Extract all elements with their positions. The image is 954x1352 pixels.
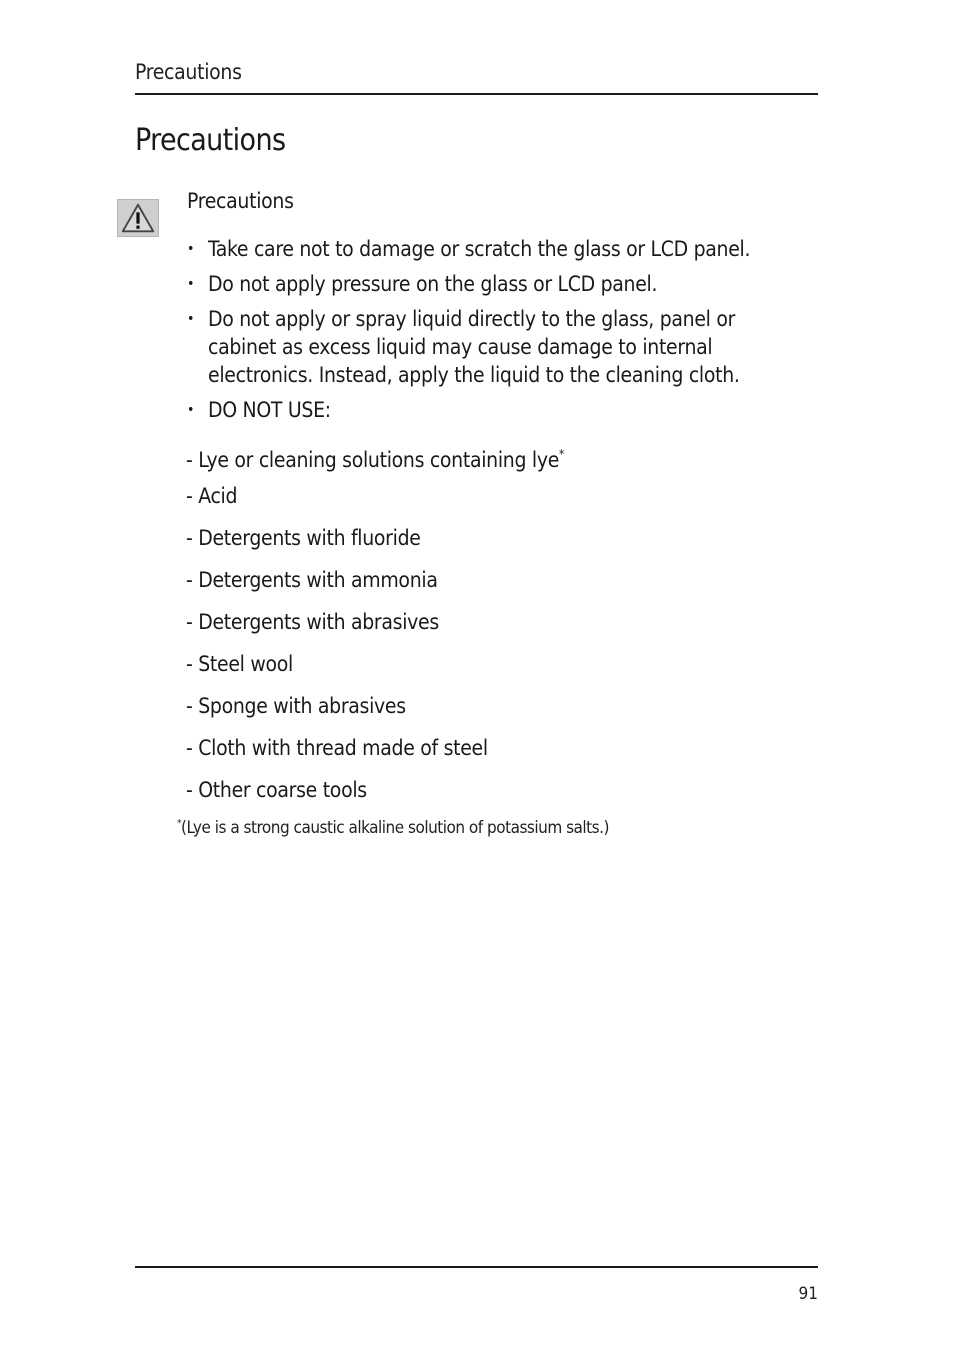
do-not-use-list bbox=[186, 440, 564, 818]
list-item: - Sponge with abrasives bbox=[186, 694, 406, 718]
bullet-item: • Do not apply or spray liquid directly to the glass, panel or cabinet as excess liquid may cause damage to internal electronics. Instead, apply the liquid to the cleaning cloth. bbox=[187, 305, 807, 389]
list-item: - Steel wool bbox=[186, 652, 293, 676]
list-item: - Detergents with ammonia bbox=[186, 568, 438, 592]
running-header: Precautions bbox=[135, 60, 242, 84]
list-item: - Other coarse tools bbox=[186, 778, 367, 802]
list-item: - Detergents with fluoride bbox=[186, 526, 421, 550]
list-item bbox=[186, 440, 564, 482]
list-item: - Cloth with thread made of steel bbox=[186, 736, 488, 760]
section-heading: Precautions bbox=[187, 189, 294, 213]
footnote-marker: * bbox=[177, 818, 181, 829]
list-item-text: - Lye or cleaning solutions containing lye bbox=[186, 448, 560, 472]
footer-rule bbox=[135, 1266, 818, 1268]
list-item: - Acid bbox=[186, 484, 238, 508]
page-title: Precautions bbox=[135, 123, 286, 158]
page-number: 91 bbox=[798, 1284, 818, 1304]
bullet-item: • DO NOT USE: bbox=[187, 396, 807, 424]
footnote bbox=[177, 818, 609, 838]
bullet-item: • Take care not to damage or scratch the glass or LCD panel. bbox=[187, 235, 807, 263]
header-rule bbox=[135, 93, 818, 95]
list-item: - Detergents with abrasives bbox=[186, 610, 439, 634]
precautions-bullet-list bbox=[187, 235, 807, 431]
warning-triangle-icon bbox=[117, 199, 159, 237]
footnote-marker: * bbox=[559, 447, 565, 461]
footnote-text: (Lye is a strong caustic alkaline solution of potassium salts.) bbox=[181, 818, 609, 838]
bullet-item: • Do not apply pressure on the glass or LCD panel. bbox=[187, 270, 807, 298]
